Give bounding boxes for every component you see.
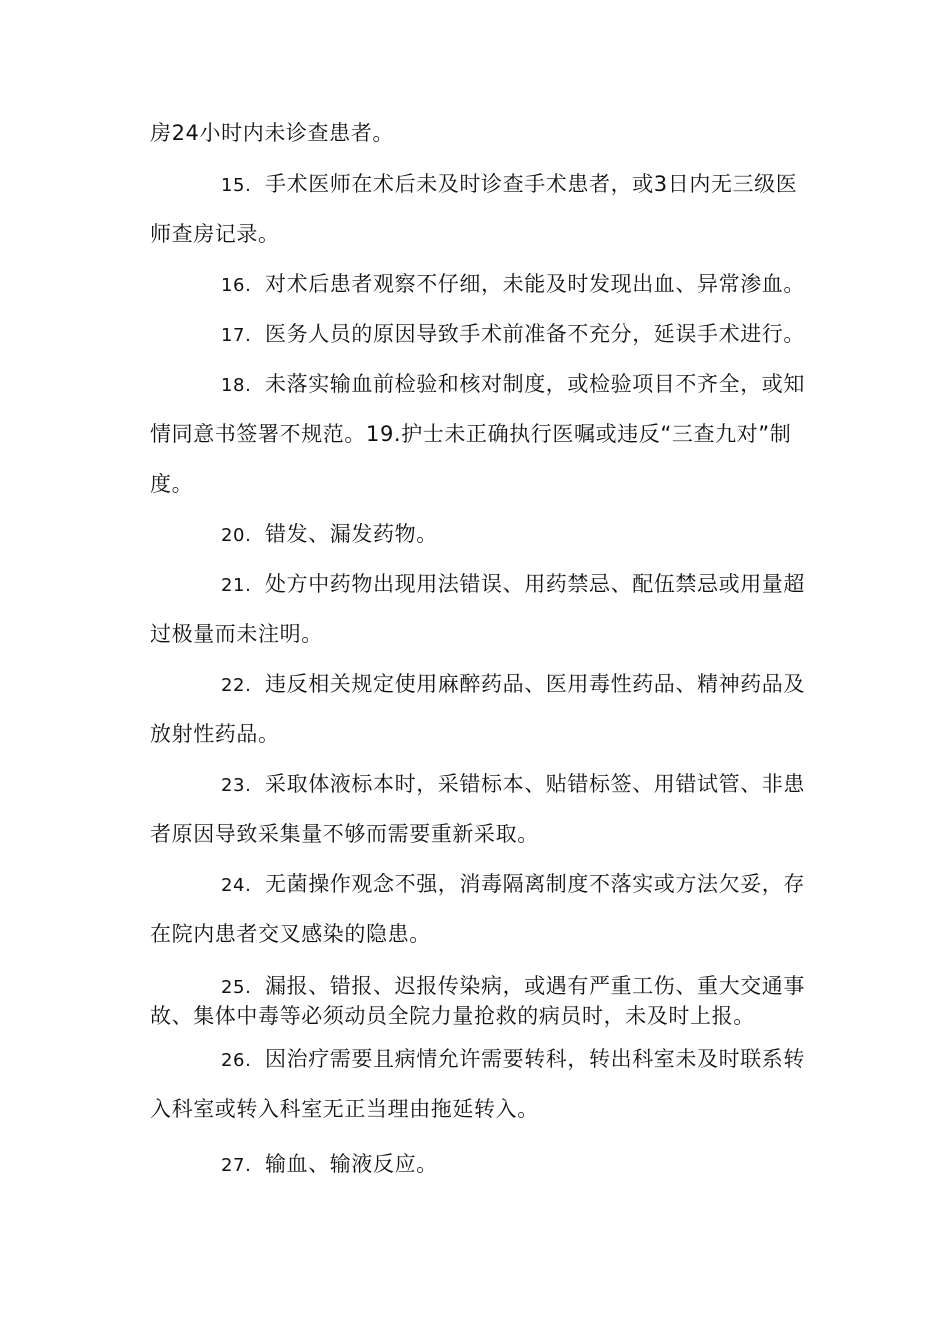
text-line bbox=[150, 1095, 830, 1123]
item-text: 漏报、错报、迟报传染病，或遇有严重工伤、重大交通事 bbox=[265, 974, 805, 998]
text-line bbox=[150, 1002, 830, 1030]
list-item-27 bbox=[221, 1150, 831, 1180]
item-number: 21. bbox=[221, 575, 252, 596]
list-item-20 bbox=[221, 520, 831, 550]
item-number: 26. bbox=[221, 1050, 252, 1071]
item-text: 采取体液标本时，采错标本、贴错标签、用错试管、非患 bbox=[265, 772, 805, 796]
text-line bbox=[150, 119, 830, 147]
line-text: 房24小时内未诊查患者。 bbox=[150, 121, 394, 145]
line-text: 度。 bbox=[150, 472, 194, 496]
item-number: 15. bbox=[221, 175, 252, 196]
line-text: 故、集体中毒等必须动员全院力量抢救的病员时，未及时上报。 bbox=[150, 1004, 755, 1028]
item-number: 25. bbox=[221, 977, 252, 998]
list-item-25 bbox=[221, 972, 831, 1002]
list-item-22 bbox=[221, 670, 831, 700]
line-text: 入科室或转入科室无正当理由拖延转入。 bbox=[150, 1097, 539, 1121]
list-item-21 bbox=[221, 570, 831, 600]
text-line bbox=[150, 220, 830, 248]
list-item-17 bbox=[221, 320, 831, 350]
line-text: 师查房记录。 bbox=[150, 222, 280, 246]
item-text: 错发、漏发药物。 bbox=[265, 522, 438, 546]
item-text: 医务人员的原因导致手术前准备不充分，延误手术进行。 bbox=[265, 322, 805, 346]
line-text: 过极量而未注明。 bbox=[150, 622, 323, 646]
item-text: 因治疗需要且病情允许需要转科，转出科室未及时联系转 bbox=[265, 1047, 805, 1071]
list-item-23 bbox=[221, 770, 831, 800]
line-text: 放射性药品。 bbox=[150, 722, 280, 746]
item-text: 处方中药物出现用法错误、用药禁忌、配伍禁忌或用量超 bbox=[265, 572, 805, 596]
item-number: 23. bbox=[221, 775, 252, 796]
item-text: 未落实输血前检验和核对制度，或检验项目不齐全，或知 bbox=[265, 372, 805, 396]
list-item-24 bbox=[221, 870, 831, 900]
text-line bbox=[150, 720, 830, 748]
item-text: 手术医师在术后未及时诊查手术患者，或3日内无三级医 bbox=[265, 172, 798, 196]
text-line bbox=[150, 620, 830, 648]
text-line bbox=[150, 920, 830, 948]
list-item-18 bbox=[221, 370, 831, 400]
list-item-15 bbox=[221, 170, 831, 200]
text-line bbox=[150, 470, 830, 498]
item-number: 27. bbox=[221, 1155, 252, 1176]
list-item-26 bbox=[221, 1045, 831, 1075]
item-text: 无菌操作观念不强，消毒隔离制度不落实或方法欠妥，存 bbox=[265, 872, 805, 896]
item-number: 20. bbox=[221, 525, 252, 546]
text-line bbox=[150, 420, 830, 448]
text-line bbox=[150, 820, 830, 848]
item-text: 对术后患者观察不仔细，未能及时发现出血、异常渗血。 bbox=[265, 272, 805, 296]
item-number: 22. bbox=[221, 675, 252, 696]
item-text: 违反相关规定使用麻醉药品、医用毒性药品、精神药品及 bbox=[265, 672, 805, 696]
item-number: 24. bbox=[221, 875, 252, 896]
item-text: 输血、输液反应。 bbox=[265, 1152, 438, 1176]
item-number: 16. bbox=[221, 275, 252, 296]
item-number: 18. bbox=[221, 375, 252, 396]
line-text: 情同意书签署不规范。19.护士未正确执行医嘱或违反“三查九对”制 bbox=[150, 422, 792, 446]
list-item-16 bbox=[221, 270, 831, 300]
item-number: 17. bbox=[221, 325, 252, 346]
line-text: 在院内患者交叉感染的隐患。 bbox=[150, 922, 431, 946]
line-text: 者原因导致采集量不够而需要重新采取。 bbox=[150, 822, 539, 846]
